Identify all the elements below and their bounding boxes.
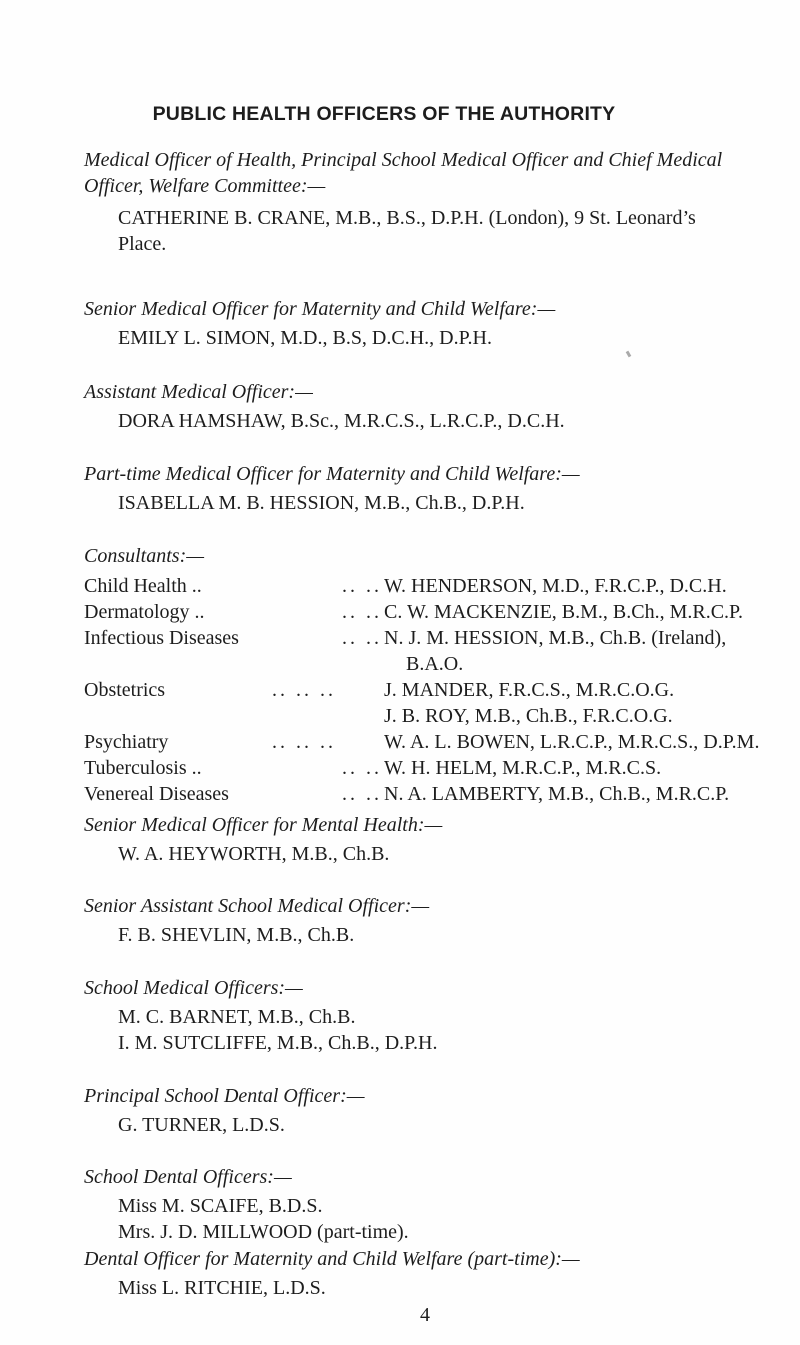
assistant-name: DORA HAMSHAW, B.Sc., M.R.C.S., L.R.C.P., D.C.H. (118, 410, 565, 432)
school-dental-name-2: J. D. MILLWOOD (part-time). (155, 1221, 409, 1243)
school-mo-heading: School Medical Officers:— (84, 977, 303, 999)
consultant-row (84, 755, 774, 781)
moh-name-line-2: Place. (118, 233, 167, 255)
assistant-heading: Assistant Medical Officer:— (84, 381, 313, 403)
assistant-section (84, 379, 774, 434)
consultant-name: N. J. M. HESSION, M.B., Ch.B. (Ireland), (384, 627, 727, 649)
senior-mcw-heading: Senior Medical Officer for Maternity and Child Welfare:— (84, 298, 556, 320)
senior-mental-name: W. A. HEYWORTH, M.B., Ch.B. (118, 843, 390, 865)
consultant-specialty: Tuberculosis .. (84, 757, 202, 779)
senior-asst-school-heading: Senior Assistant School Medical Officer:— (84, 895, 430, 917)
principal-dental-name: G. TURNER, L.D.S. (118, 1114, 285, 1136)
consultant-name-second: J. B. ROY, M.B., Ch.B., F.R.C.O.G. (384, 705, 673, 727)
consultant-row (84, 781, 774, 807)
leader-dots: .. .. (342, 627, 382, 649)
school-dental-entry-2 (84, 1219, 774, 1245)
dental-mcw-name: L. RITCHIE, L.D.S. (156, 1277, 326, 1299)
consultant-row (84, 573, 774, 599)
honorific: Miss (118, 1277, 157, 1299)
consultant-specialty: Obstetrics (84, 679, 166, 701)
paper-speck (626, 351, 632, 358)
school-mo-name-1: M. C. BARNET, M.B., Ch.B. (118, 1006, 356, 1028)
school-dental-name-1: M. SCAIFE, B.D.S. (156, 1195, 323, 1217)
senior-mcw-section (84, 296, 774, 351)
consultant-specialty: Child Health .. (84, 575, 202, 597)
principal-dental-section (84, 1083, 774, 1138)
parttime-name: ISABELLA M. B. HESSION, M.B., Ch.B., D.P.H. (118, 492, 525, 514)
senior-mcw-name: EMILY L. SIMON, M.D., B.S, D.C.H., D.P.H. (118, 327, 492, 349)
consultant-row (84, 677, 774, 729)
leader-dots: .. .. (342, 757, 382, 779)
principal-dental-heading: Principal School Dental Officer:— (84, 1085, 365, 1107)
consultant-name: W. HENDERSON, M.D., F.R.C.P., D.C.H. (384, 575, 727, 597)
senior-mental-section (84, 812, 774, 867)
senior-mental-heading: Senior Medical Officer for Mental Health:— (84, 814, 443, 836)
senior-asst-school-section (84, 893, 774, 948)
consultant-row (84, 599, 774, 625)
consultants-list (84, 573, 774, 807)
leader-dots: .. .. (342, 601, 382, 623)
dental-mcw-section (84, 1246, 774, 1301)
honorific: Mrs. (118, 1221, 156, 1243)
consultant-row (84, 625, 774, 677)
leader-dots: .. .. .. (272, 731, 336, 753)
school-mo-section (84, 975, 774, 1056)
consultant-name-continued: B.A.O. (406, 653, 464, 675)
page-title: PUBLIC HEALTH OFFICERS OF THE AUTHORITY (152, 103, 616, 125)
consultant-name: W. A. L. BOWEN, L.R.C.P., M.R.C.S., D.P.M. (384, 731, 760, 753)
school-dental-heading: School Dental Officers:— (84, 1166, 292, 1188)
consultant-specialty: Infectious Diseases (84, 627, 239, 649)
page-number: 4 (420, 1304, 430, 1326)
moh-name-line-1: CATHERINE B. CRANE, M.B., B.S., D.P.H. (London), 9 St. Leonard’s (118, 207, 696, 229)
school-dental-entry-1 (84, 1193, 774, 1219)
senior-asst-school-name: F. B. SHEVLIN, M.B., Ch.B. (118, 924, 355, 946)
dental-mcw-entry (84, 1275, 774, 1301)
consultants-heading: Consultants:— (84, 545, 205, 567)
consultant-name: N. A. LAMBERTY, M.B., Ch.B., M.R.C.P. (384, 783, 730, 805)
consultant-name: C. W. MACKENZIE, B.M., B.Ch., M.R.C.P. (384, 601, 743, 623)
consultant-specialty: Venereal Diseases (84, 783, 229, 805)
consultant-row (84, 729, 774, 755)
consultant-specialty: Psychiatry (84, 731, 169, 753)
school-mo-name-2: I. M. SUTCLIFFE, M.B., Ch.B., D.P.H. (118, 1032, 438, 1054)
consultant-name: W. H. HELM, M.R.C.P., M.R.C.S. (384, 757, 662, 779)
leader-dots: .. .. (342, 575, 382, 597)
moh-heading-line-2: Officer, Welfare Committee:— (84, 175, 326, 197)
school-dental-section (84, 1164, 774, 1245)
dental-mcw-heading: Dental Officer for Maternity and Child Welfare (part-time):— (84, 1248, 580, 1270)
moh-heading-line-1: Medical Officer of Health, Principal School Medical Officer and Chief Medical (84, 149, 723, 171)
honorific: Miss (118, 1195, 157, 1217)
parttime-heading: Part-time Medical Officer for Maternity and Child Welfare:— (84, 463, 580, 485)
leader-dots: .. .. .. (272, 679, 336, 701)
leader-dots: .. .. (342, 783, 382, 805)
consultant-name: J. MANDER, F.R.C.S., M.R.C.O.G. (384, 679, 675, 701)
parttime-section (84, 461, 774, 516)
moh-section (84, 147, 774, 257)
consultants-section (84, 543, 774, 807)
consultant-specialty: Dermatology .. (84, 601, 205, 623)
